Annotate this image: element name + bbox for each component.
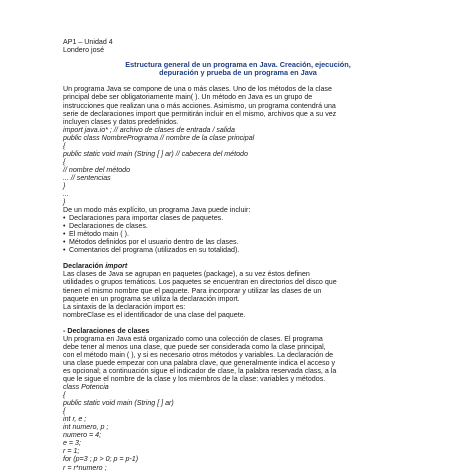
heading-keyword: import [105,262,128,271]
list-item: • El método main ( ). [63,230,403,238]
import-section-body [63,270,403,318]
document-body [63,38,403,472]
paragraph-line: tienen el mismo nombre que el paquete. Para incorporar y utilizar las clases de un [63,286,322,295]
title-line-2: depuración y prueba de un programa en Java [159,68,317,78]
list-item: • Métodos definidos por el usuario dentro de las clases. [63,238,403,246]
code-line: { [63,141,66,150]
code-line: r = r*numero ; [63,463,107,472]
code-line: e = 3; [63,439,81,448]
code-line: class Potencia [63,383,109,392]
code-line: r = 1; [63,447,80,456]
list-item: • Comentarios del programa (utilizados en su totalidad). [63,246,403,254]
bullet-list [63,214,403,254]
paragraph-line: paquete en un programa se utiliza la declaración import. [63,294,240,303]
paragraph-line: La sintaxis de la declaración import es: [63,302,186,311]
code-line: } [63,198,66,207]
paragraph-line: utilidades o grupos temáticos. Los paquetes se encuentran en directorios del disco que [63,278,337,287]
document-header [63,38,403,54]
paragraph-line: De un modo más explícito, un programa Java puede incluir: [63,206,251,215]
code-line: int r, e ; [63,415,87,424]
section-heading-classes: - Declaraciones de clases [63,326,150,335]
code-line: { [63,157,66,166]
code-line: ... // sentencias [63,173,111,182]
list-item: • Declaraciones de clases. [63,222,403,230]
code-line: public static void main (String [ ] ar) // cabecera del método [63,149,248,158]
code-line: { [63,391,66,400]
paragraph-line: es opcional; a continuación sigue el indicador de clase, la palabra reservada class, a la [63,366,337,375]
heading-text: Declaración [63,262,104,271]
code-line: public class NombrePrograma // nombre de la clase principal [63,133,255,142]
code-line: int numero, p ; [63,423,109,432]
paragraph-line: con el método main ( ), y si es necesario otros métodos y variables. La declaración de [63,350,334,359]
paragraph-line: una clase puede empezar con una palabra clave, que generalmente indica el acceso y [63,358,336,367]
paragraph-line: principal debe ser obligatoriamente main( ). Un método en Java es un grupo de [63,93,313,102]
document-title [63,61,403,77]
spacer [63,254,403,262]
code-line: numero = 4; [63,431,102,440]
code-example-skeleton [63,126,403,206]
paragraph-line: nombreClase es el identificador de una clase del paquete. [63,310,246,319]
spacer [63,319,403,327]
paragraph-line: debe tener al menos una clase, que puede ser considerada como la clase principal, [63,342,326,351]
unit-label: AP1 – Unidad 4 [63,38,113,46]
spacer [63,77,403,85]
paragraph-line: serie de declaraciones import que permitirán incluir en el mismo, archivos que a su vez [63,109,337,118]
section-heading-import [63,262,403,270]
paragraph-line: instrucciones que realizan una o más acciones. Asimismo, un programa contendrá una [63,101,336,110]
paragraph-line: Las clases de Java se agrupan en paquetes (package), a su vez éstos definen [63,270,310,279]
code-line: } [63,181,66,190]
intro-paragraph [63,85,403,125]
code-line: { [63,407,66,416]
classes-section-body [63,335,403,383]
code-example-potencia [63,383,403,472]
list-item: • Declaraciones para importar clases de paquetes. [63,214,403,222]
code-line: public static void main (String [ ] ar) [63,399,174,408]
title-line-1: Estructura general de un programa en Java. Creación, ejecución, [125,60,351,69]
paragraph-line: Un programa en Java está organizado como una colección de clases. El programa [63,334,323,343]
code-line: import java.io* ; // archivo de clases de entrada / salida [63,125,235,134]
paragraph-line: incluyen clases y datos predefinidos. [63,117,179,126]
author-name: Londero josé [63,46,105,54]
paragraph-line: Un programa Java se compone de una o más clases. Uno de los métodos de la clase [63,85,332,94]
code-line: // nombre del método [63,165,131,174]
code-line: for (p=3 ; p > 0; p = p-1) [63,455,139,464]
code-line: ... [63,190,69,199]
paragraph-line: que le sigue el nombre de la clase y los miembros de la clase: variables y métodos. [63,375,326,383]
